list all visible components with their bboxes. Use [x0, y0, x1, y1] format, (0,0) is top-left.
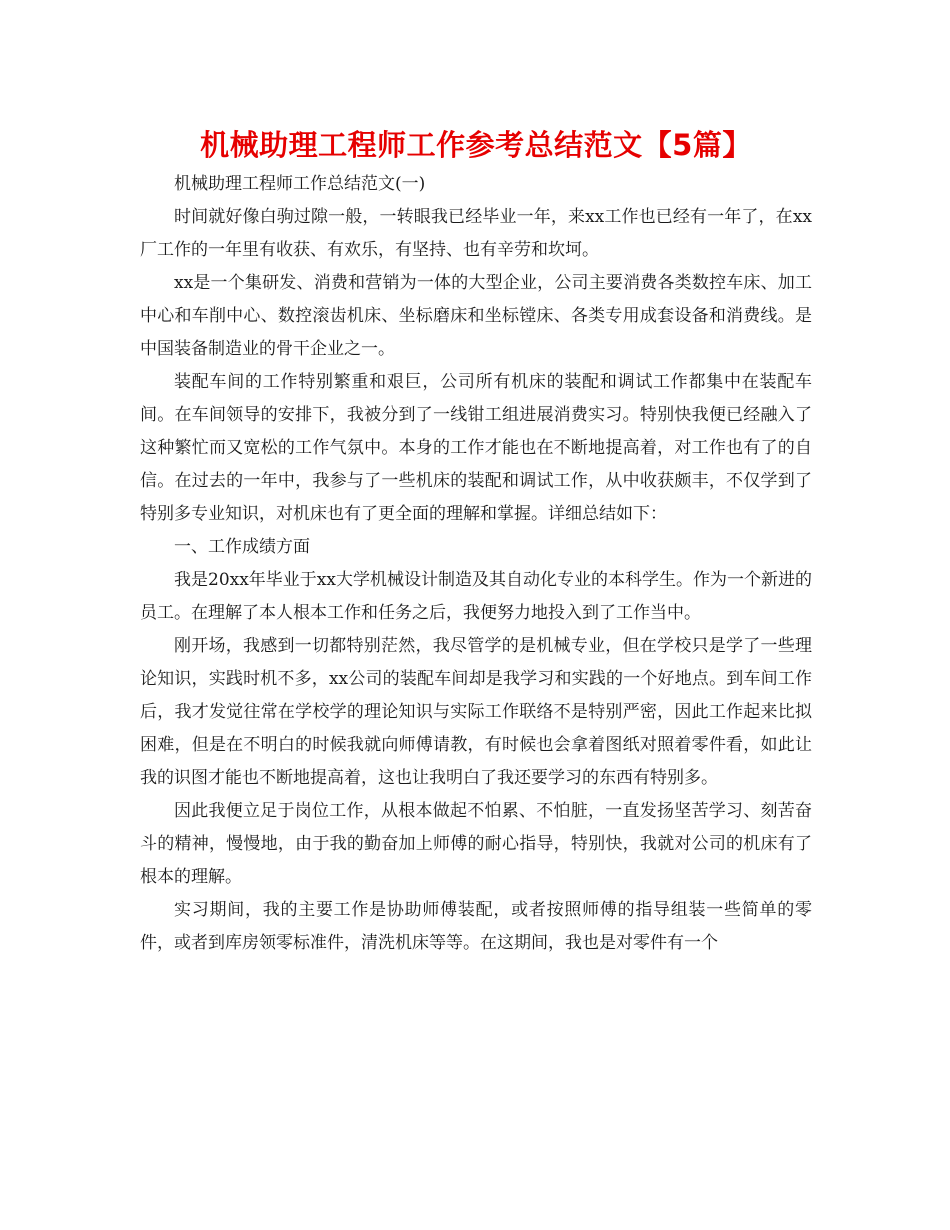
paragraph-5: 刚开场，我感到一切都特别茫然，我尽管学的是机械专业，但在学校只是学了一些理论知识，实践时机不多，xx公司的装配车间却是我学习和实践的一个好地点。到车间工作后，我才发觉往常在学校学的理论知识与实际工作联络不是特别严密，因此工作起来比拟困难，但是在不明白的时候我就向师傅请教，有时候也会拿着图纸对照着零件看，如此让我的识图才能也不断地提高着，这也让我明白了我还要学习的东西有特别多。	[140, 636, 812, 788]
section-heading: 一、工作成绩方面	[174, 537, 310, 557]
paragraph-4: 我是20xx年毕业于xx大学机械设计制造及其自动化专业的本科学生。作为一个新进的员工。在理解了本人根本工作和任务之后，我便努力地投入到了工作当中。	[140, 570, 812, 623]
section-subtitle: 机械助理工程师工作总结范文(一)	[174, 174, 426, 194]
document-title: 机械助理工程师工作参考总结范文【5篇】	[200, 128, 752, 162]
document-body	[140, 122, 812, 960]
paragraph-1: 时间就好像白驹过隙一般，一转眼我已经毕业一年，来xx工作也已经有一年了，在xx厂工作的一年里有收获、有欢乐，有坚持、也有辛劳和坎坷。	[140, 207, 812, 260]
paragraph-3: 装配车间的工作特别繁重和艰巨，公司所有机床的装配和调试工作都集中在装配车间。在车间领导的安排下，我被分到了一线钳工组进展消费实习。特别快我便已经融入了这种繁忙而又宽松的工作气氛中。本身的工作才能也在不断地提高着，对工作也有了的自信。在过去的一年中，我参与了一些机床的装配和调试工作，从中收获颇丰，不仅学到了特别多专业知识，对机床也有了更全面的理解和掌握。详细总结如下：	[140, 372, 812, 524]
paragraph-2: xx是一个集研发、消费和营销为一体的大型企业，公司主要消费各类数控车床、加工中心和车削中心、数控滚齿机床、坐标磨床和坐标镗床、各类专用成套设备和消费线。是中国装备制造业的骨干企业之一。	[140, 273, 812, 359]
paragraph-7: 实习期间，我的主要工作是协助师傅装配，或者按照师傅的指导组装一些简单的零件，或者到库房领零标准件，清洗机床等等。在这期间，我也是对零件有一个	[140, 900, 812, 953]
paragraph-6: 因此我便立足于岗位工作，从根本做起不怕累、不怕脏，一直发扬坚苦学习、刻苦奋斗的精神，慢慢地，由于我的勤奋加上师傅的耐心指导，特别快，我就对公司的机床有了根本的理解。	[140, 801, 812, 887]
